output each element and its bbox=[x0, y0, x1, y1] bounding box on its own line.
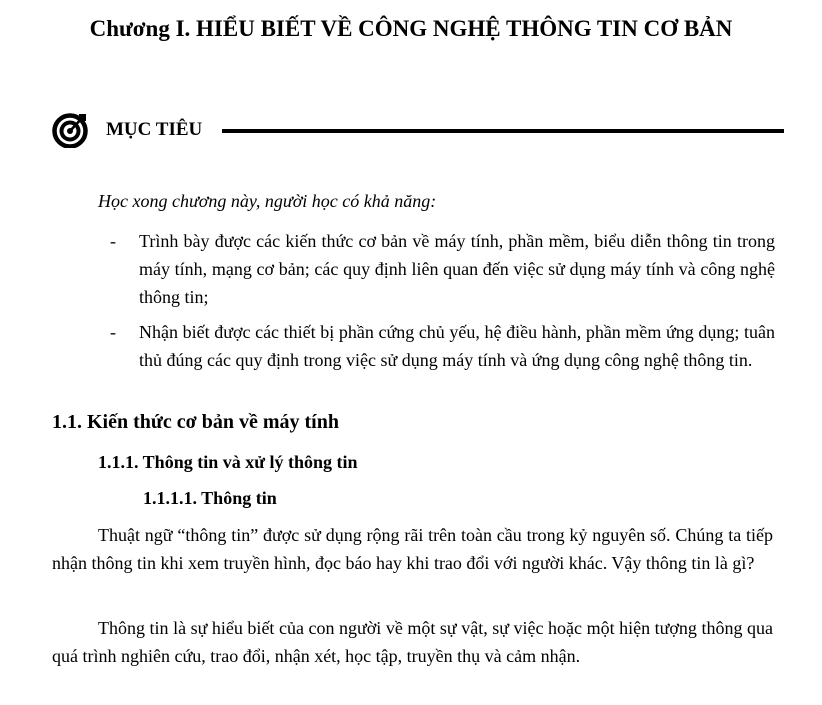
subsection-heading: 1.1.1. Thông tin và xử lý thông tin bbox=[98, 452, 358, 472]
target-icon bbox=[52, 112, 88, 148]
subsubsection-heading: 1.1.1.1. Thông tin bbox=[143, 488, 277, 508]
objectives-header bbox=[52, 112, 784, 152]
chapter-title: Chương I. HIỂU BIẾT VỀ CÔNG NGHỆ THÔNG TIN CƠ BẢN bbox=[89, 16, 733, 41]
objective-item bbox=[110, 227, 775, 311]
body-paragraph: Thuật ngữ “thông tin” được sử dụng rộng rãi trên toàn cầu trong kỷ nguyên số. Chúng ta tiếp nhận thông tin khi xem truyền hình, đọc báo hay khi trao đổi với người khác. Vậy thông tin là gì? bbox=[52, 525, 773, 573]
body-paragraph: Thông tin là sự hiểu biết của con người về một sự vật, sự việc hoặc một hiện tượng thông qua quá trình nghiên cứu, trao đổi, nhận xét, học tập, truyền thụ và cảm nhận. bbox=[52, 618, 773, 666]
objectives-intro: Học xong chương này, người học có khả năng: bbox=[98, 191, 437, 211]
bullet-dash: - bbox=[110, 322, 116, 342]
objective-text: Trình bày được các kiến thức cơ bản về máy tính, phần mềm, biểu diễn thông tin trong máy tính, mạng cơ bản; các quy định liên quan đến việc sử dụng máy tính và công nghệ thông tin; bbox=[139, 231, 775, 307]
heading-rule bbox=[222, 129, 784, 133]
section-heading: 1.1. Kiến thức cơ bản về máy tính bbox=[52, 411, 339, 433]
objective-text: Nhận biết được các thiết bị phần cứng chủ yếu, hệ điều hành, phần mềm ứng dụng; tuân thủ đúng các quy định trong việc sử dụng máy tính và ứng dụng công nghệ thông tin. bbox=[139, 322, 775, 370]
bullet-dash: - bbox=[110, 231, 116, 251]
objectives-heading: MỤC TIÊU bbox=[106, 119, 203, 140]
objective-item bbox=[110, 318, 775, 374]
